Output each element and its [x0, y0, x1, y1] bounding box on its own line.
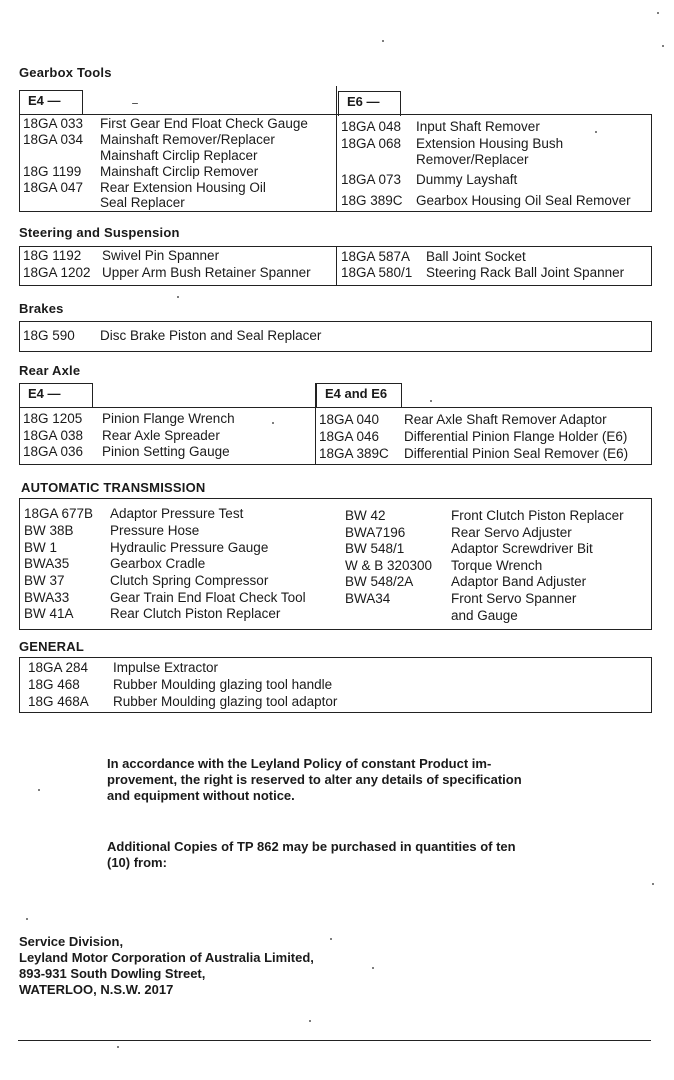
part-code: BWA33	[24, 590, 70, 605]
part-code: BW 548/2A	[345, 574, 414, 589]
part-description: Gear Train End Float Check Tool	[110, 590, 306, 605]
bottom-rule	[18, 1040, 651, 1041]
part-description: Disc Brake Piston and Seal Replacer	[100, 328, 322, 343]
part-code: 18GA 048	[341, 119, 402, 134]
scan-speck	[38, 789, 40, 791]
part-description: Front Clutch Piston Replacer	[451, 508, 624, 523]
part-code: BW 38B	[24, 523, 74, 538]
part-code: 18GA 389C	[319, 446, 389, 461]
scan-speck	[595, 131, 597, 133]
scan-speck	[382, 40, 384, 42]
part-description: Gearbox Housing Oil Seal Remover	[416, 193, 631, 208]
part-code: 18G 468	[28, 677, 80, 692]
scan-speck	[330, 938, 332, 940]
scan-speck	[132, 103, 138, 104]
part-description: Seal Replacer	[100, 195, 185, 210]
part-description: Differential Pinion Seal Remover (E6)	[404, 446, 629, 461]
address-line: 893-931 South Dowling Street,	[19, 966, 206, 981]
section-heading-automatic: AUTOMATIC TRANSMISSION	[21, 480, 206, 495]
part-description: Rear Clutch Piston Replacer	[110, 606, 281, 621]
part-code: 18GA 036	[23, 444, 84, 459]
scan-speck	[117, 1046, 119, 1048]
part-description: Swivel Pin Spanner	[102, 248, 220, 263]
scan-speck	[272, 422, 274, 424]
part-code: 18GA 046	[319, 429, 380, 444]
section-heading-rear-axle: Rear Axle	[19, 363, 81, 378]
tab-e6: E6 —	[338, 91, 401, 116]
part-code: BW 1	[24, 540, 58, 555]
scan-speck	[372, 967, 374, 969]
part-code: 18G 1205	[23, 411, 83, 426]
part-description: Mainshaft Circlip Remover	[100, 164, 259, 179]
part-description: Rubber Moulding glazing tool adaptor	[113, 694, 338, 709]
part-code: BW 42	[345, 508, 386, 523]
notice-line: (10) from:	[107, 855, 167, 870]
part-code: 18G 468A	[28, 694, 89, 709]
part-description: Rear Axle Spreader	[102, 428, 220, 443]
part-code: 18GA 040	[319, 412, 380, 427]
section-heading-gearbox: Gearbox Tools	[19, 65, 112, 80]
copies-notice	[107, 839, 567, 871]
part-code: BW 41A	[24, 606, 74, 621]
part-code: BWA35	[24, 556, 70, 571]
part-description: Rear Extension Housing Oil	[100, 180, 266, 195]
part-code: 18GA 034	[23, 132, 84, 147]
gearbox-divider	[336, 86, 337, 212]
notice-line: provement, the right is reserved to alter any details of specification	[107, 772, 522, 787]
part-description: Pressure Hose	[110, 523, 200, 538]
part-description: and Gauge	[451, 608, 518, 623]
part-description: Adaptor Screwdriver Bit	[451, 541, 593, 556]
part-description: Differential Pinion Flange Holder (E6)	[404, 429, 628, 444]
part-description: Ball Joint Socket	[426, 249, 526, 264]
part-description: Dummy Layshaft	[416, 172, 518, 187]
scan-speck	[657, 12, 659, 14]
part-description: First Gear End Float Check Gauge	[100, 116, 308, 131]
part-description: Remover/Replacer	[416, 152, 529, 167]
part-description: Gearbox Cradle	[110, 556, 206, 571]
part-description: Extension Housing Bush	[416, 136, 564, 151]
part-code: 18G 1199	[23, 164, 82, 179]
address-block	[19, 934, 314, 998]
part-code: 18GA 038	[23, 428, 84, 443]
part-description: Steering Rack Ball Joint Spanner	[426, 265, 625, 280]
part-description: Torque Wrench	[451, 558, 543, 573]
section-heading-general: GENERAL	[19, 639, 84, 654]
tab-e4: E4 —	[19, 383, 93, 408]
part-code: 18GA 033	[23, 116, 84, 131]
scan-speck	[26, 918, 28, 920]
part-description: Input Shaft Remover	[416, 119, 540, 134]
part-description: Upper Arm Bush Retainer Spanner	[102, 265, 311, 280]
part-code: BWA7196	[345, 525, 406, 540]
part-description: Rear Axle Shaft Remover Adaptor	[404, 412, 607, 427]
part-code: 18GA 068	[341, 136, 402, 151]
part-code: 18GA 677B	[24, 506, 94, 521]
address-line: Service Division,	[19, 934, 124, 949]
part-description: Rubber Moulding glazing tool handle	[113, 677, 333, 692]
address-line: WATERLOO, N.S.W. 2017	[19, 982, 174, 997]
part-description: Pinion Flange Wrench	[102, 411, 235, 426]
address-line: Leyland Motor Corporation of Australia Limited,	[19, 950, 314, 965]
part-code: BWA34	[345, 591, 391, 606]
policy-notice	[107, 756, 567, 804]
part-code: 18G 1192	[23, 248, 82, 263]
part-code: 18GA 047	[23, 180, 84, 195]
scan-speck	[662, 45, 664, 47]
part-description: Mainshaft Remover/Replacer	[100, 132, 275, 147]
tab-e4-and-e6: E4 and E6	[316, 383, 402, 408]
scan-speck	[177, 296, 179, 298]
part-description: Front Servo Spanner	[451, 591, 577, 606]
notice-line: and equipment without notice.	[107, 788, 295, 803]
part-code: 18GA 284	[28, 660, 89, 675]
rear-axle-divider	[315, 383, 316, 465]
part-description: Rear Servo Adjuster	[451, 525, 572, 540]
scan-speck	[430, 400, 432, 402]
part-description: Pinion Setting Gauge	[102, 444, 230, 459]
part-code: BW 548/1	[345, 541, 405, 556]
part-code: 18GA 1202	[23, 265, 91, 280]
tab-e4: E4 —	[19, 90, 83, 115]
part-code: 18G 590	[23, 328, 75, 343]
part-description: Clutch Spring Compressor	[110, 573, 269, 588]
part-description: Mainshaft Circlip Replacer	[100, 148, 258, 163]
part-code: 18G 389C	[341, 193, 403, 208]
part-code: BW 37	[24, 573, 65, 588]
part-description: Adaptor Pressure Test	[110, 506, 244, 521]
part-code: 18GA 587A	[341, 249, 411, 264]
part-code: W & B 320300	[345, 558, 433, 573]
part-code: 18GA 073	[341, 172, 402, 187]
part-description: Impulse Extractor	[113, 660, 219, 675]
part-code: 18GA 580/1	[341, 265, 413, 280]
section-heading-brakes: Brakes	[19, 301, 64, 316]
notice-line: Additional Copies of TP 862 may be purchased in quantities of ten	[107, 839, 516, 854]
scan-speck	[652, 883, 654, 885]
scan-speck	[309, 1020, 311, 1022]
part-description: Hydraulic Pressure Gauge	[110, 540, 269, 555]
section-heading-steering: Steering and Suspension	[19, 225, 180, 240]
part-description: Adaptor Band Adjuster	[451, 574, 587, 589]
notice-line: In accordance with the Leyland Policy of constant Product im-	[107, 756, 492, 771]
steering-divider	[336, 246, 337, 286]
